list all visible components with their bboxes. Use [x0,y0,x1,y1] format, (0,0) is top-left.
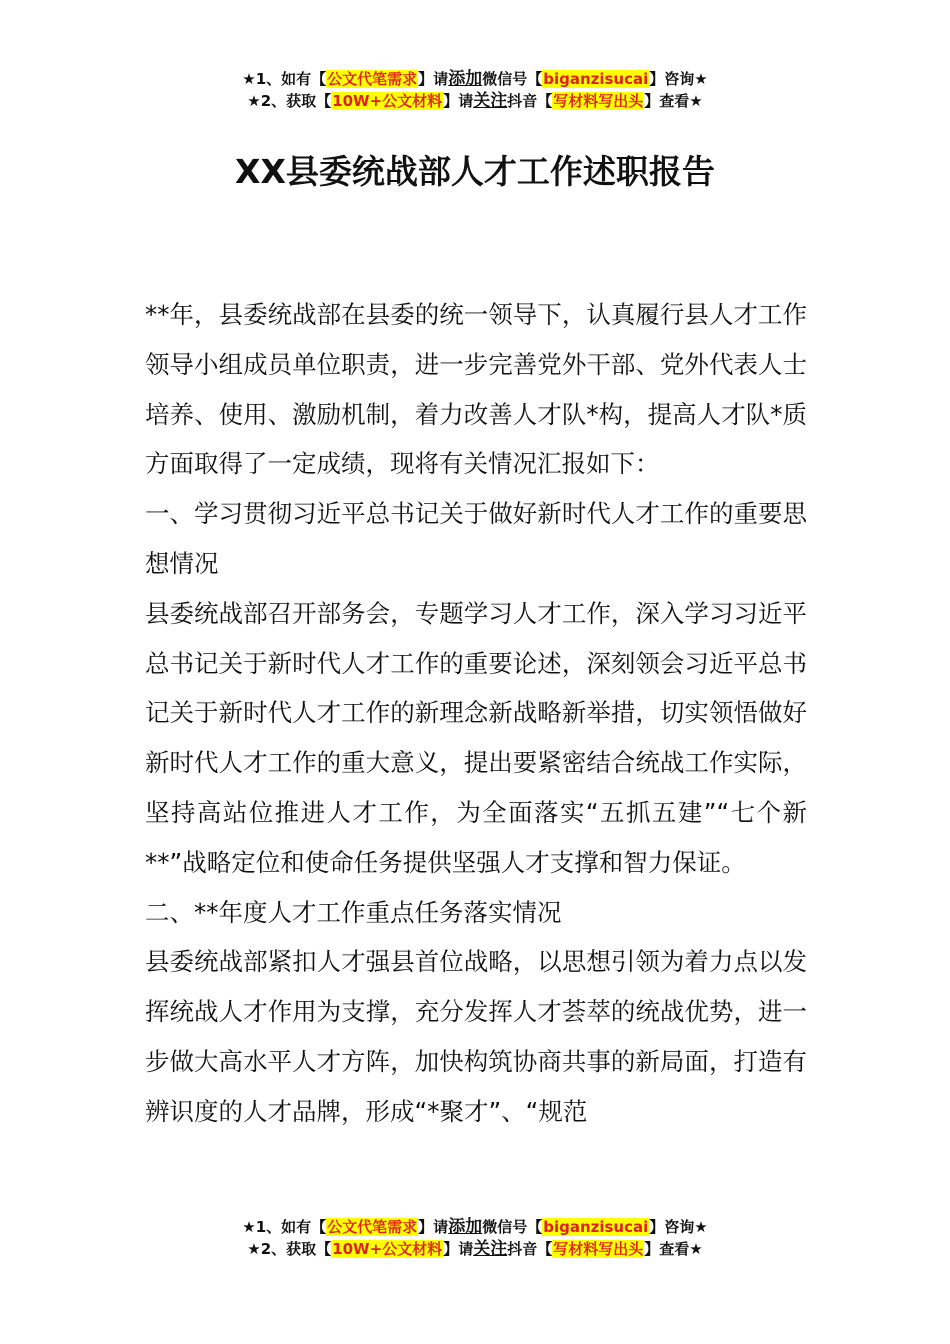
promo-text: 】查看★ [644,1240,703,1258]
promo-text: ★2、获取【 [247,92,332,110]
promo-wechat-id: biganzisucai [543,1218,649,1236]
promo-text: 】请 [443,92,474,110]
promo-text: 】咨询★ [649,1218,708,1236]
promo-line-2 [0,1238,950,1260]
promo-text: ★1、如有【 [242,1218,327,1236]
promo-text: 抖音【 [507,1240,553,1258]
promo-text: 】咨询★ [649,70,708,88]
promo-douyin-name: 写材料写出头 [553,92,644,110]
paragraph-section-2: 县委统战部紧扣人才强县首位战略，以思想引领为着力点以发挥统战人才作用为支撑，充分发挥人才荟萃的统战优势，进一步做大高水平人才方阵，加快构筑协商共事的新局面，打造有辨识度的人才品牌，形成“*聚才”、“规范 [145,947,807,1126]
promo-header [0,68,950,112]
promo-text: 微信号【 [482,1218,543,1236]
promo-emphasis: 关注 [473,91,508,111]
promo-text: 】请 [443,1240,474,1258]
promo-highlight: 公文代笔需求 [327,1218,418,1236]
promo-text: 】请 [418,70,449,88]
promo-line-2 [0,90,950,112]
promo-emphasis: 添加 [448,1217,483,1237]
promo-emphasis: 添加 [448,69,483,89]
promo-highlight: 公文代笔需求 [327,70,418,88]
section-heading-1: 一、学习贯彻习近平总书记关于做好新时代人才工作的重要思想情况 [145,499,807,578]
promo-highlight: 10W+公文材料 [332,92,443,110]
promo-text: ★2、获取【 [247,1240,332,1258]
promo-text: 微信号【 [482,70,543,88]
promo-line-1 [0,68,950,90]
promo-line-1 [0,1216,950,1238]
document-body [145,290,807,1137]
paragraph-intro: **年，县委统战部在县委的统一领导下，认真履行县人才工作领导小组成员单位职责，进一步完善党外干部、党外代表人士培养、使用、激励机制，着力改善人才队*构，提高人才队*质方面取得了一定成绩，现将有关情况汇报如下： [145,300,807,479]
section-heading-2: 二、**年度人才工作重点任务落实情况 [145,897,562,927]
promo-text: 抖音【 [507,92,553,110]
promo-footer [0,1216,950,1260]
promo-text: 】请 [418,1218,449,1236]
paragraph-section-1: 县委统战部召开部务会，专题学习人才工作，深入学习习近平总书记关于新时代人才工作的重要论述，深刻领会习近平总书记关于新时代人才工作的新理念新战略新举措，切实领悟做好新时代人才工作的重大意义，提出要紧密结合统战工作实际，坚持高站位推进人才工作，为全面落实“五抓五建”“七个新**”战略定位和使命任务提供坚强人才支撑和智力保证。 [145,598,807,877]
promo-douyin-name: 写材料写出头 [553,1240,644,1258]
promo-highlight: 10W+公文材料 [332,1240,443,1258]
promo-wechat-id: biganzisucai [543,70,649,88]
document-title: XX县委统战部人才工作述职报告 [235,152,715,191]
promo-text: ★1、如有【 [242,70,327,88]
promo-text: 】查看★ [644,92,703,110]
promo-emphasis: 关注 [473,1239,508,1259]
